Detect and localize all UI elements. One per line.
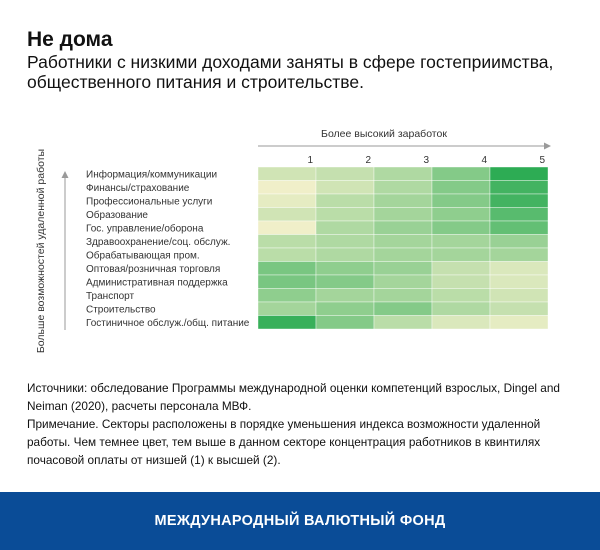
- heatmap-cell-r10-c5: [490, 289, 548, 303]
- column-label-1: 1: [307, 155, 313, 166]
- heatmap-cell-r2-c5: [490, 181, 548, 195]
- heatmap-cell-r11-c4: [432, 302, 490, 316]
- heatmap-cell-r12-c5: [490, 316, 548, 330]
- row-label-11: Строительство: [86, 304, 156, 316]
- column-label-5: 5: [539, 155, 545, 166]
- row-label-6: Здравоохранение/соц. обслуж.: [86, 236, 231, 248]
- row-label-3: Профессиональные услуги: [86, 196, 213, 208]
- heatmap-cell-r1-c3: [374, 167, 432, 181]
- column-label-2: 2: [365, 155, 371, 166]
- heatmap-cell-r11-c2: [316, 302, 374, 316]
- heatmap-cell-r8-c5: [490, 262, 548, 276]
- chart-title: Не дома: [27, 28, 113, 51]
- y-axis-label: Больше возможностей удаленной работы: [35, 148, 47, 354]
- notes-block: [27, 379, 577, 469]
- heatmap-cell-r12-c1: [258, 316, 316, 330]
- heatmap-cell-r2-c2: [316, 181, 374, 195]
- row-label-4: Образование: [86, 209, 148, 221]
- row-label-8: Оптовая/розничная торговля: [86, 263, 221, 275]
- heatmap-cell-r3-c3: [374, 194, 432, 208]
- heatmap-cell-r12-c4: [432, 316, 490, 330]
- heatmap-cell-r10-c1: [258, 289, 316, 303]
- heatmap-cell-r2-c1: [258, 181, 316, 195]
- heatmap-cell-r2-c3: [374, 181, 432, 195]
- heatmap-cell-r10-c2: [316, 289, 374, 303]
- heatmap-cell-r4-c2: [316, 208, 374, 222]
- heatmap-cell-r6-c1: [258, 235, 316, 249]
- heatmap-cell-r7-c2: [316, 248, 374, 262]
- x-axis-arrowhead: [544, 143, 551, 150]
- heatmap-cell-r12-c3: [374, 316, 432, 330]
- heatmap-cell-r9-c1: [258, 275, 316, 289]
- heatmap-cell-r3-c1: [258, 194, 316, 208]
- chart-subtitle: Работники с низкими доходами заняты в сфере гостеприимства, общественного питания и строительстве.: [27, 52, 554, 92]
- heatmap-cell-r1-c2: [316, 167, 374, 181]
- heatmap-cell-r7-c5: [490, 248, 548, 262]
- heatmap-cell-r8-c3: [374, 262, 432, 276]
- row-label-5: Гос. управление/оборона: [86, 223, 204, 235]
- heatmap-cell-r9-c2: [316, 275, 374, 289]
- heatmap-cell-r8-c4: [432, 262, 490, 276]
- imf-footer-banner: [0, 492, 600, 550]
- row-label-9: Административная поддержка: [86, 277, 228, 289]
- heatmap-cell-r4-c5: [490, 208, 548, 222]
- heatmap-cell-r1-c4: [432, 167, 490, 181]
- heatmap-cell-r9-c3: [374, 275, 432, 289]
- heatmap-cell-r5-c2: [316, 221, 374, 235]
- imf-footer-label: МЕЖДУНАРОДНЫЙ ВАЛЮТНЫЙ ФОНД: [154, 513, 446, 529]
- heatmap-cell-r8-c2: [316, 262, 374, 276]
- heatmap-cell-r11-c5: [490, 302, 548, 316]
- heatmap-cell-r8-c1: [258, 262, 316, 276]
- heatmap-cell-r4-c1: [258, 208, 316, 222]
- row-label-12: Гостиничное обслуж./общ. питание: [86, 317, 250, 329]
- heatmap-cell-r11-c1: [258, 302, 316, 316]
- heatmap-cell-r9-c5: [490, 275, 548, 289]
- heatmap-cell-r5-c1: [258, 221, 316, 235]
- heatmap-cell-r7-c3: [374, 248, 432, 262]
- y-axis-arrowhead: [62, 171, 69, 178]
- method-note: Примечание. Секторы расположены в порядке уменьшения индекса возможности удаленной работы. Чем темнее цвет, тем выше в данном секторе концентрация работников в квинтилях почасовой оплаты от низшей (1) к высшей (2).: [27, 417, 541, 467]
- heatmap-cell-r7-c4: [432, 248, 490, 262]
- heatmap-cell-r4-c4: [432, 208, 490, 222]
- heatmap-cell-r6-c2: [316, 235, 374, 249]
- column-label-4: 4: [481, 155, 487, 166]
- row-label-2: Финансы/страхование: [86, 182, 190, 194]
- heatmap-cell-r2-c4: [432, 181, 490, 195]
- heatmap-cell-r3-c2: [316, 194, 374, 208]
- heatmap-cell-r6-c5: [490, 235, 548, 249]
- heatmap-cell-r6-c3: [374, 235, 432, 249]
- heatmap-cell-r6-c4: [432, 235, 490, 249]
- row-label-1: Информация/коммуникации: [86, 169, 218, 181]
- heatmap-cell-r10-c3: [374, 289, 432, 303]
- heatmap-cell-r5-c4: [432, 221, 490, 235]
- row-label-10: Транспорт: [86, 290, 135, 302]
- row-label-7: Обрабатывающая пром.: [86, 250, 200, 262]
- heatmap-chart: [0, 120, 600, 360]
- heatmap-cell-r5-c3: [374, 221, 432, 235]
- heatmap-cell-r3-c5: [490, 194, 548, 208]
- heatmap-cell-r11-c3: [374, 302, 432, 316]
- heatmap-cell-r7-c1: [258, 248, 316, 262]
- heatmap-cell-r5-c5: [490, 221, 548, 235]
- x-axis-label: Более высокий заработок: [321, 128, 447, 140]
- heatmap-cell-r4-c3: [374, 208, 432, 222]
- heatmap-cell-r9-c4: [432, 275, 490, 289]
- heatmap-cell-r1-c5: [490, 167, 548, 181]
- column-label-3: 3: [423, 155, 429, 166]
- heatmap-cell-r1-c1: [258, 167, 316, 181]
- heatmap-cell-r12-c2: [316, 316, 374, 330]
- heatmap-cell-r10-c4: [432, 289, 490, 303]
- source-note: Источники: обследование Программы международной оценки компетенций взрослых, Dingel and Neiman (2020), расчеты персонала МВФ.: [27, 381, 560, 413]
- heatmap-cell-r3-c4: [432, 194, 490, 208]
